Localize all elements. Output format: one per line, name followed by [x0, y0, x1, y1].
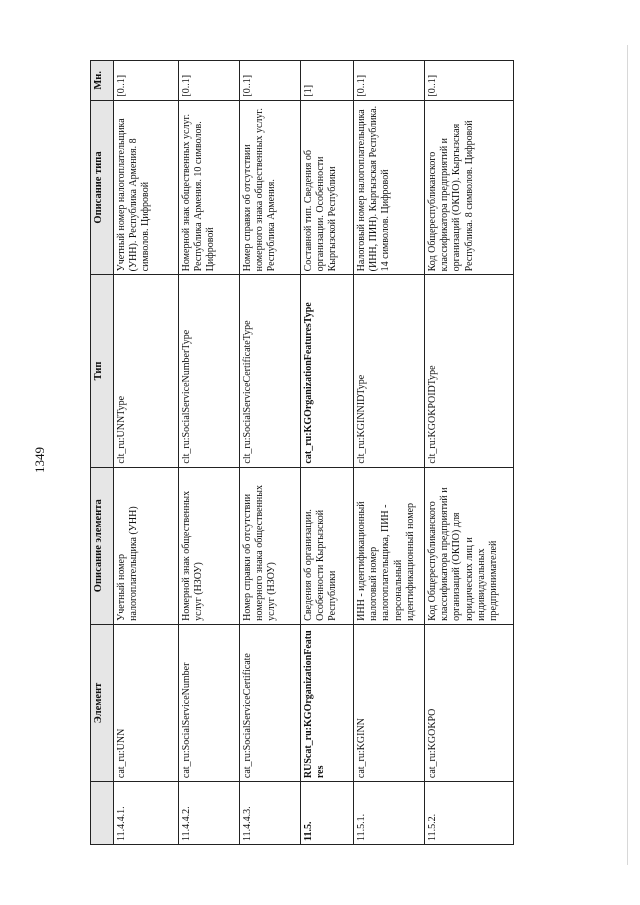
row-type-description: Номер справки об отсутствии номерного знака общественных услуг. Республика Армения. [240, 100, 301, 275]
table-row [114, 61, 179, 845]
row-type-description: Номерной знак общественных услуг. Республика Армения. 10 символов. Цифровой [179, 100, 240, 275]
table-row [301, 61, 354, 845]
row-element: cat_ru:SocialServiceCertificate [240, 624, 301, 781]
row-number: 11.4.4.2. [179, 782, 240, 845]
row-type: clt_ru:KGOKPOIDType [425, 275, 514, 467]
row-number: 11.5.2. [425, 782, 514, 845]
row-multiplicity: [0..1] [354, 61, 425, 101]
row-type: clt_ru:SocialServiceCertificateType [240, 275, 301, 467]
row-element: cat_ru:UNN [114, 624, 179, 781]
row-element-description: ИНН - идентификационный налоговый номер налогоплательщика, ПИН - персональный идентификационный номер [354, 467, 425, 624]
header-element: Элемент [91, 624, 114, 781]
page-number: 1349 [32, 447, 47, 473]
header-type-description: Описание типа [91, 100, 114, 275]
row-number: 11.4.4.3. [240, 782, 301, 845]
row-type: clt_ru:SocialServiceNumberType [179, 275, 240, 467]
row-element-description: Сведения об организации. Особенности Кыргызской Республики [301, 467, 354, 624]
header-element-description: Описание элемента [91, 467, 114, 624]
table-header-row [91, 61, 114, 845]
table-row [425, 61, 514, 845]
row-type-description: Учетный номер налогоплательщика (УНН). Республика Армения. 8 символов. Цифровой [114, 100, 179, 275]
row-multiplicity: [0..1] [240, 61, 301, 101]
row-multiplicity: [1] [301, 61, 354, 101]
row-number: 11.5.1. [354, 782, 425, 845]
header-type: Тип [91, 275, 114, 467]
row-multiplicity: [0..1] [425, 61, 514, 101]
row-type: cat_ru:KGOrganizationFeaturesType [301, 275, 354, 467]
header-number [91, 782, 114, 845]
row-multiplicity: [0..1] [179, 61, 240, 101]
row-multiplicity: [0..1] [114, 61, 179, 101]
header-multiplicity: Мн. [91, 61, 114, 101]
row-element: cat_ru:SocialServiceNumber [179, 624, 240, 781]
row-type-description: Налоговый номер налогоплательщика (ИНН, ПИН). Кыргызская Республика. 14 символов. Цифровой [354, 100, 425, 275]
table-row [354, 61, 425, 845]
row-element: cat_ru:KGOKPO [425, 624, 514, 781]
row-element-description: Номерной знак общественных услуг (НЗОУ) [179, 467, 240, 624]
row-type: clt_ru:KGINNIDType [354, 275, 425, 467]
row-element-description: Код Общереспубликанского классификатора предприятий и организаций (ОКПО) для юридических лиц и индивидуальных предпринимателей [425, 467, 514, 624]
table-row [179, 61, 240, 845]
row-element-description: Учетный номер налогоплательщика (УНН) [114, 467, 179, 624]
table-row [240, 61, 301, 845]
row-element: RUScat_ru:KGOrganizationFeatures [301, 624, 354, 781]
row-type-description: Составной тип. Сведения об организации. Особенности Кыргызской Республики [301, 100, 354, 275]
scan-edge [627, 45, 634, 865]
row-type-description: Код Общереспубликанского классификатора предприятий и организаций (ОКПО). Кыргызская Республика. 8 символов. Цифровой [425, 100, 514, 275]
row-number: 11.5. [301, 782, 354, 845]
row-type: clt_ru:UNNType [114, 275, 179, 467]
row-number: 11.4.4.1. [114, 782, 179, 845]
row-element-description: Номер справки об отсутствии номерного знака общественных услуг (НЗОУ) [240, 467, 301, 624]
row-element: cat_ru:KGINN [354, 624, 425, 781]
schema-table [90, 60, 514, 845]
rotated-table-container [90, 60, 540, 845]
